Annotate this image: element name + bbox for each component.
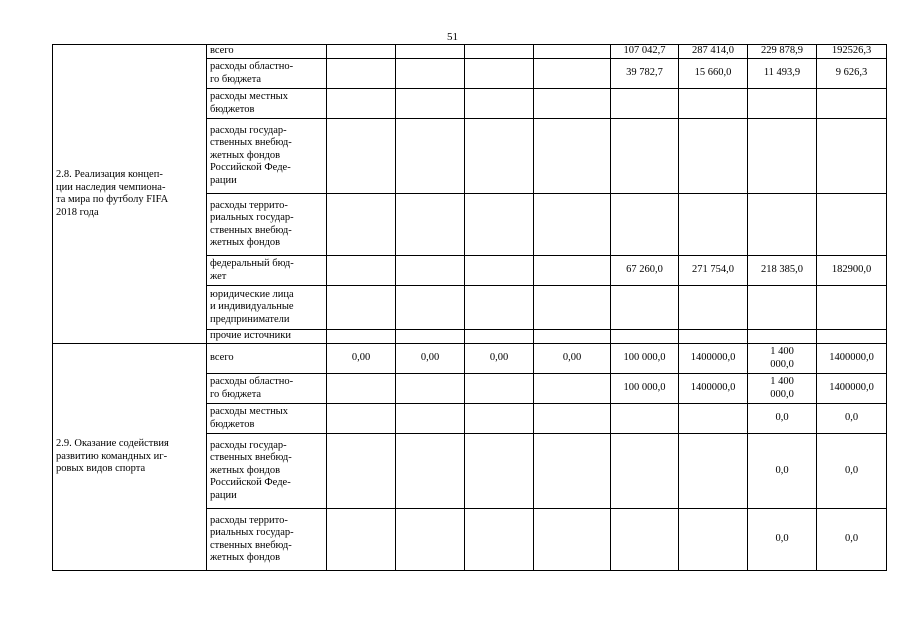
value-cell xyxy=(534,286,611,330)
value-cell xyxy=(465,59,534,89)
row-label: расходы областно- го бюджета xyxy=(207,59,327,89)
value-cell xyxy=(817,286,887,330)
value-cell xyxy=(327,330,396,344)
section-name: 2.9. Оказание содействия развитию командных иг- ровых видов спорта xyxy=(56,438,169,475)
value-cell xyxy=(748,286,817,330)
row-label: расходы областно- го бюджета xyxy=(207,374,327,404)
value-cell: 0,0 xyxy=(748,404,817,434)
value-cell xyxy=(465,434,534,509)
value-cell xyxy=(611,194,679,256)
value-cell xyxy=(327,509,396,571)
value-cell xyxy=(534,330,611,344)
value-cell: 1400000,0 xyxy=(817,344,887,374)
value-cell xyxy=(611,509,679,571)
value-cell: 182900,0 xyxy=(817,256,887,286)
value-cell xyxy=(534,45,611,59)
value-cell xyxy=(465,194,534,256)
row-label: расходы местных бюджетов xyxy=(207,89,327,119)
value-cell xyxy=(679,89,748,119)
value-cell xyxy=(327,286,396,330)
value-cell xyxy=(679,119,748,194)
value-cell xyxy=(748,119,817,194)
value-cell xyxy=(465,286,534,330)
value-cell xyxy=(611,404,679,434)
value-cell xyxy=(396,89,465,119)
section-name-cell xyxy=(53,344,207,571)
row-label: расходы государ- ственных внебюд- жетных фондов Российской Феде- рации xyxy=(207,434,327,509)
value-cell xyxy=(396,404,465,434)
value-cell: 67 260,0 xyxy=(611,256,679,286)
value-cell xyxy=(465,404,534,434)
value-cell: 1 400 000,0 xyxy=(748,374,817,404)
value-cell xyxy=(534,374,611,404)
value-cell xyxy=(465,89,534,119)
value-cell: 287 414,0 xyxy=(679,45,748,59)
value-cell: 0,00 xyxy=(396,344,465,374)
value-cell: 9 626,3 xyxy=(817,59,887,89)
value-cell xyxy=(679,194,748,256)
value-cell xyxy=(534,404,611,434)
value-cell: 192526,3 xyxy=(817,45,887,59)
value-cell xyxy=(396,509,465,571)
value-cell xyxy=(534,119,611,194)
value-cell: 0,0 xyxy=(748,509,817,571)
value-cell xyxy=(327,119,396,194)
value-cell: 0,00 xyxy=(534,344,611,374)
value-cell xyxy=(327,434,396,509)
value-cell xyxy=(396,374,465,404)
value-cell xyxy=(396,330,465,344)
value-cell: 218 385,0 xyxy=(748,256,817,286)
value-cell: 0,0 xyxy=(817,509,887,571)
value-cell: 1400000,0 xyxy=(817,374,887,404)
value-cell xyxy=(748,194,817,256)
value-cell: 0,00 xyxy=(327,344,396,374)
value-cell: 39 782,7 xyxy=(611,59,679,89)
value-cell xyxy=(679,509,748,571)
value-cell xyxy=(611,286,679,330)
value-cell: 1 400 000,0 xyxy=(748,344,817,374)
value-cell: 0,00 xyxy=(465,344,534,374)
value-cell xyxy=(396,119,465,194)
value-cell xyxy=(534,434,611,509)
value-cell xyxy=(534,89,611,119)
value-cell xyxy=(465,374,534,404)
value-cell xyxy=(748,89,817,119)
table-row xyxy=(53,344,887,374)
value-cell: 0,0 xyxy=(817,434,887,509)
value-cell xyxy=(327,59,396,89)
section-name-cell xyxy=(53,45,207,344)
row-label: федеральный бюд- жет xyxy=(207,256,327,286)
value-cell: 107 042,7 xyxy=(611,45,679,59)
row-label: расходы террито- риальных государ- ственных внебюд- жетных фондов xyxy=(207,509,327,571)
row-label: юридические лица и индивидуальные предприниматели xyxy=(207,286,327,330)
value-cell xyxy=(611,434,679,509)
row-label: расходы террито- риальных государ- ственных внебюд- жетных фондов xyxy=(207,194,327,256)
row-label: прочие источники xyxy=(207,330,327,344)
value-cell: 1400000,0 xyxy=(679,374,748,404)
value-cell xyxy=(465,330,534,344)
value-cell xyxy=(611,119,679,194)
value-cell xyxy=(396,256,465,286)
value-cell xyxy=(327,256,396,286)
value-cell xyxy=(534,194,611,256)
value-cell: 229 878,9 xyxy=(748,45,817,59)
page-number: 51 xyxy=(447,31,458,43)
row-label: расходы государ- ственных внебюд- жетных фондов Российской Феде- рации xyxy=(207,119,327,194)
table-row xyxy=(53,45,887,59)
value-cell xyxy=(465,509,534,571)
value-cell: 100 000,0 xyxy=(611,344,679,374)
value-cell: 271 754,0 xyxy=(679,256,748,286)
value-cell xyxy=(817,194,887,256)
value-cell: 1400000,0 xyxy=(679,344,748,374)
value-cell xyxy=(817,119,887,194)
row-label: всего xyxy=(207,45,327,59)
row-label: расходы местных бюджетов xyxy=(207,404,327,434)
value-cell xyxy=(611,89,679,119)
value-cell xyxy=(327,45,396,59)
value-cell xyxy=(817,330,887,344)
value-cell xyxy=(396,286,465,330)
value-cell xyxy=(327,374,396,404)
value-cell xyxy=(679,330,748,344)
value-cell xyxy=(534,59,611,89)
value-cell xyxy=(679,434,748,509)
value-cell: 15 660,0 xyxy=(679,59,748,89)
value-cell: 100 000,0 xyxy=(611,374,679,404)
value-cell xyxy=(817,89,887,119)
section-name: 2.8. Реализация концеп- ции наследия чемпиона- та мира по футболу FIFA 2018 года xyxy=(56,169,169,218)
value-cell xyxy=(679,286,748,330)
value-cell xyxy=(396,194,465,256)
value-cell xyxy=(748,330,817,344)
value-cell xyxy=(396,59,465,89)
value-cell xyxy=(534,256,611,286)
value-cell: 0,0 xyxy=(748,434,817,509)
row-label: всего xyxy=(207,344,327,374)
value-cell xyxy=(534,509,611,571)
value-cell xyxy=(396,434,465,509)
value-cell xyxy=(327,89,396,119)
value-cell xyxy=(465,45,534,59)
value-cell: 11 493,9 xyxy=(748,59,817,89)
value-cell xyxy=(396,45,465,59)
value-cell xyxy=(465,119,534,194)
value-cell xyxy=(327,194,396,256)
budget-table xyxy=(52,44,887,571)
value-cell xyxy=(327,404,396,434)
value-cell xyxy=(611,330,679,344)
value-cell xyxy=(465,256,534,286)
value-cell xyxy=(679,404,748,434)
value-cell: 0,0 xyxy=(817,404,887,434)
